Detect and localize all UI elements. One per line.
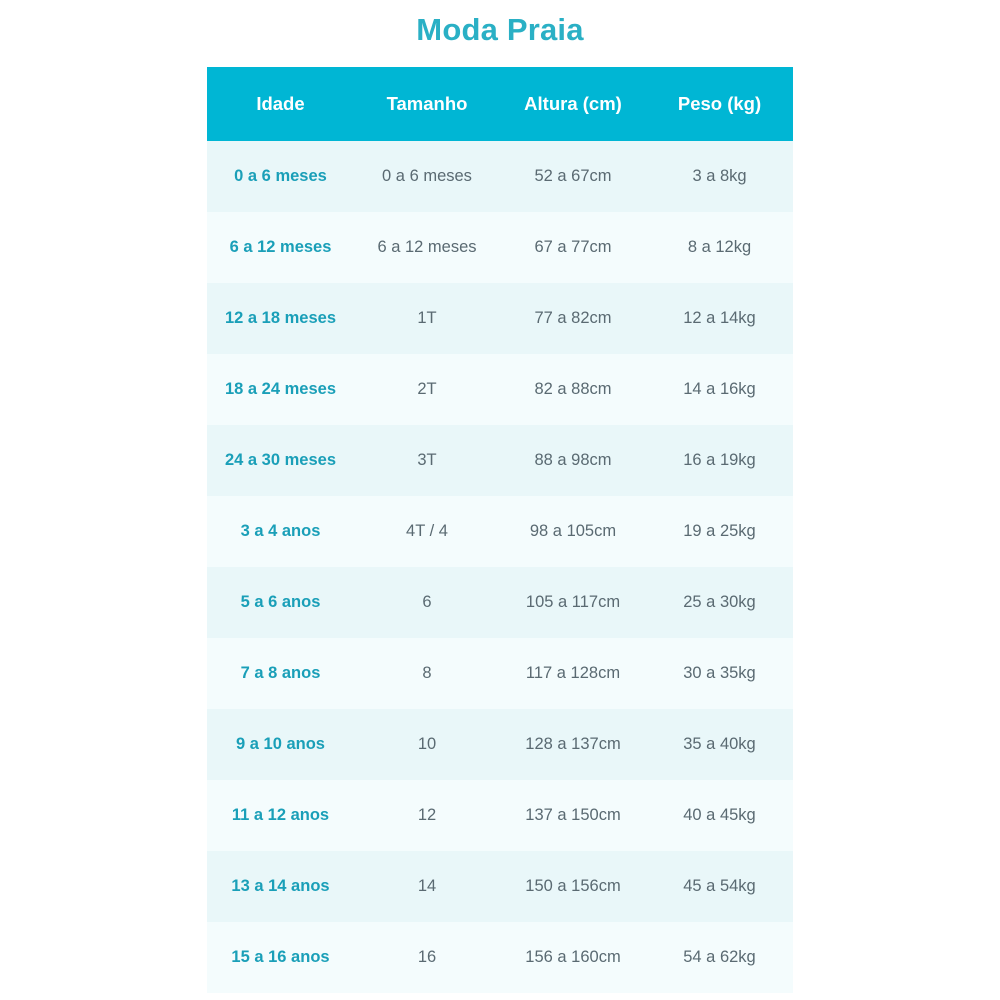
cell-altura: 117 a 128cm: [500, 638, 646, 709]
column-header-idade: Idade: [207, 67, 354, 141]
cell-tamanho: 3T: [354, 425, 500, 496]
cell-tamanho: 14: [354, 851, 500, 922]
cell-idade: 5 a 6 anos: [207, 567, 354, 638]
cell-tamanho: 1T: [354, 283, 500, 354]
cell-tamanho: 4T / 4: [354, 496, 500, 567]
cell-tamanho: 8: [354, 638, 500, 709]
table-row: [207, 851, 793, 922]
column-header-peso: Peso (kg): [646, 67, 793, 141]
cell-tamanho: 2T: [354, 354, 500, 425]
table-header-row: [207, 67, 793, 141]
cell-altura: 77 a 82cm: [500, 283, 646, 354]
cell-peso: 25 a 30kg: [646, 567, 793, 638]
table-row: [207, 212, 793, 283]
cell-idade: 9 a 10 anos: [207, 709, 354, 780]
cell-peso: 12 a 14kg: [646, 283, 793, 354]
table-row: [207, 283, 793, 354]
table-row: [207, 780, 793, 851]
cell-altura: 98 a 105cm: [500, 496, 646, 567]
cell-altura: 150 a 156cm: [500, 851, 646, 922]
table-row: [207, 354, 793, 425]
cell-peso: 8 a 12kg: [646, 212, 793, 283]
cell-peso: 3 a 8kg: [646, 141, 793, 212]
cell-peso: 30 a 35kg: [646, 638, 793, 709]
cell-tamanho: 6: [354, 567, 500, 638]
cell-tamanho: 10: [354, 709, 500, 780]
cell-peso: 45 a 54kg: [646, 851, 793, 922]
cell-peso: 16 a 19kg: [646, 425, 793, 496]
cell-altura: 67 a 77cm: [500, 212, 646, 283]
cell-idade: 7 a 8 anos: [207, 638, 354, 709]
size-table: [207, 67, 793, 993]
cell-peso: 19 a 25kg: [646, 496, 793, 567]
column-header-altura: Altura (cm): [500, 67, 646, 141]
cell-tamanho: 0 a 6 meses: [354, 141, 500, 212]
cell-altura: 137 a 150cm: [500, 780, 646, 851]
cell-tamanho: 16: [354, 922, 500, 993]
cell-peso: 35 a 40kg: [646, 709, 793, 780]
cell-idade: 6 a 12 meses: [207, 212, 354, 283]
cell-altura: 105 a 117cm: [500, 567, 646, 638]
cell-peso: 40 a 45kg: [646, 780, 793, 851]
column-header-tamanho: Tamanho: [354, 67, 500, 141]
table-row: [207, 922, 793, 993]
cell-altura: 128 a 137cm: [500, 709, 646, 780]
table-row: [207, 567, 793, 638]
cell-altura: 88 a 98cm: [500, 425, 646, 496]
size-table-container: [207, 67, 793, 993]
cell-idade: 11 a 12 anos: [207, 780, 354, 851]
table-row: [207, 709, 793, 780]
cell-idade: 13 a 14 anos: [207, 851, 354, 922]
page-title: Moda Praia: [416, 12, 584, 47]
cell-altura: 82 a 88cm: [500, 354, 646, 425]
cell-idade: 0 a 6 meses: [207, 141, 354, 212]
cell-idade: 12 a 18 meses: [207, 283, 354, 354]
cell-idade: 18 a 24 meses: [207, 354, 354, 425]
cell-peso: 14 a 16kg: [646, 354, 793, 425]
table-row: [207, 141, 793, 212]
cell-altura: 156 a 160cm: [500, 922, 646, 993]
table-row: [207, 496, 793, 567]
table-row: [207, 638, 793, 709]
table-header: [207, 67, 793, 141]
cell-altura: 52 a 67cm: [500, 141, 646, 212]
cell-idade: 24 a 30 meses: [207, 425, 354, 496]
cell-tamanho: 12: [354, 780, 500, 851]
cell-idade: 3 a 4 anos: [207, 496, 354, 567]
cell-peso: 54 a 62kg: [646, 922, 793, 993]
table-row: [207, 425, 793, 496]
table-body: [207, 141, 793, 993]
cell-idade: 15 a 16 anos: [207, 922, 354, 993]
cell-tamanho: 6 a 12 meses: [354, 212, 500, 283]
